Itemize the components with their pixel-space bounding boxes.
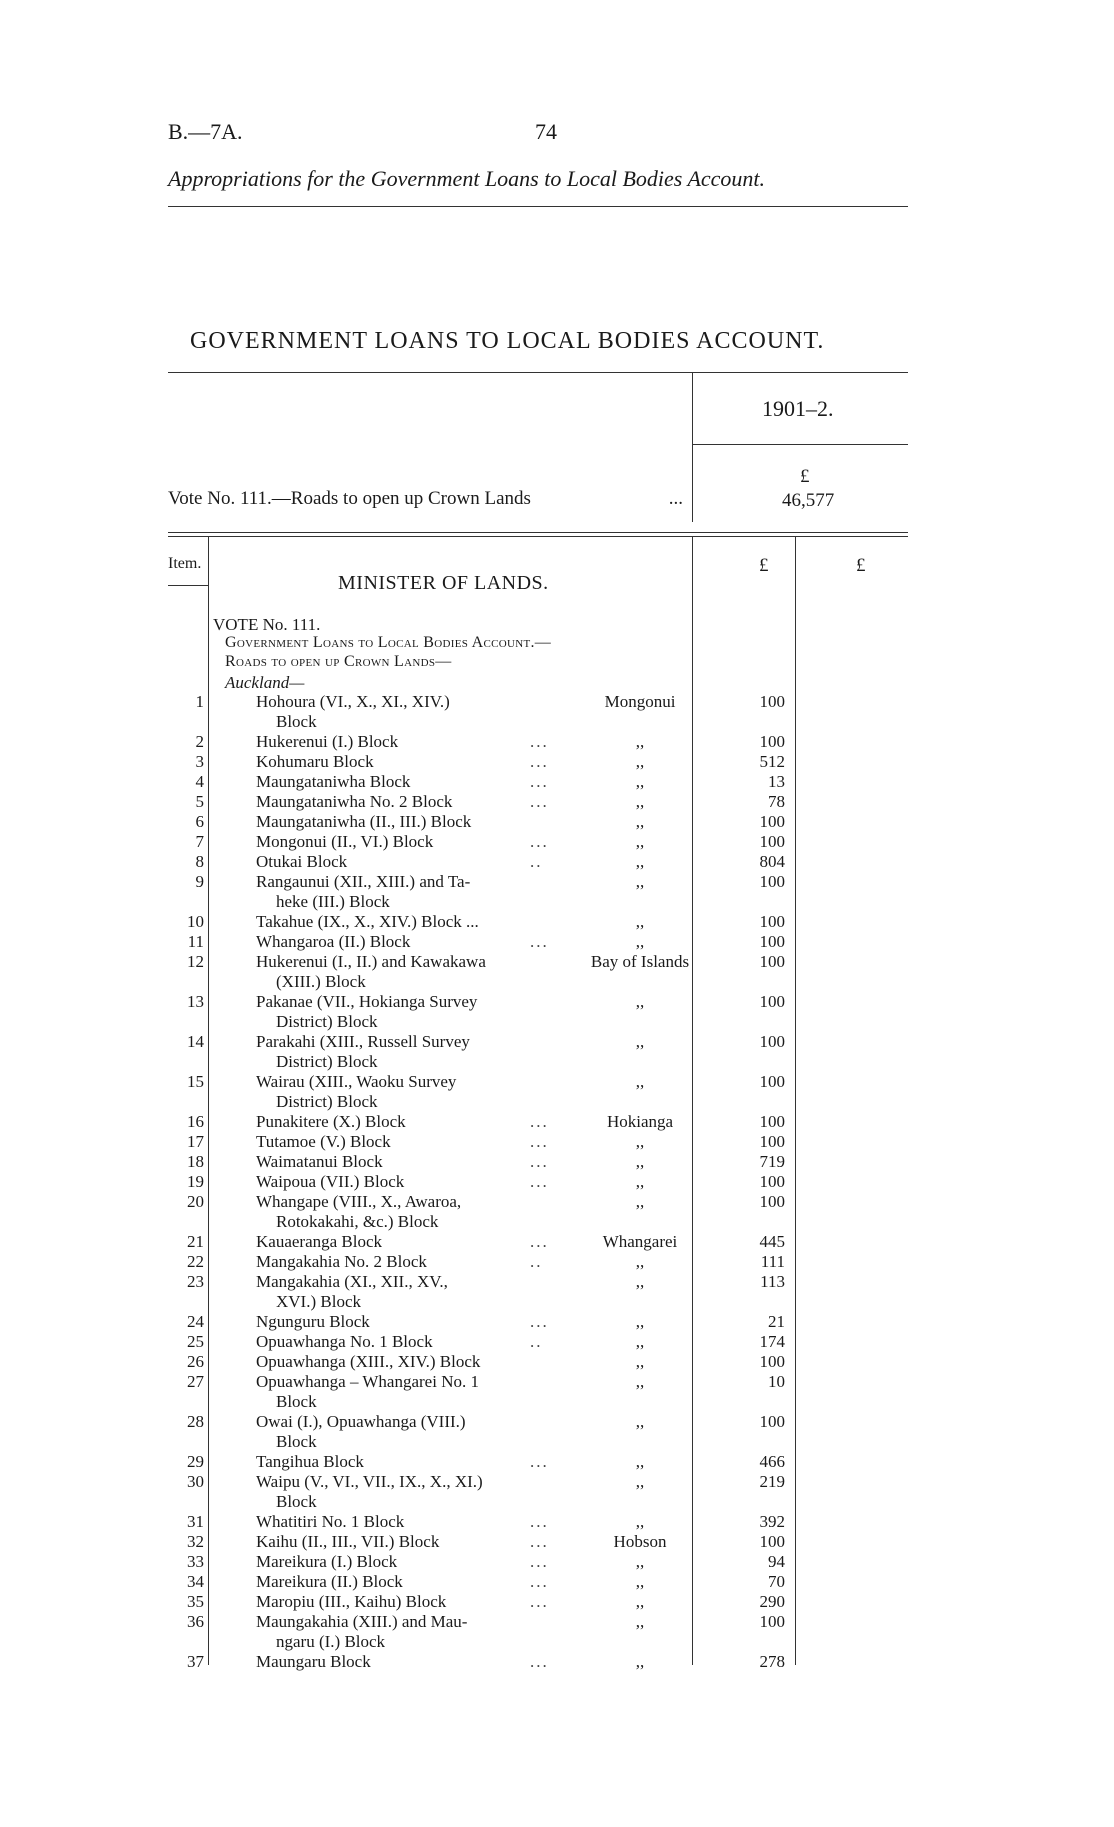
item-description (256, 1452, 561, 1472)
item-description-line1: Mareikura (I.) Block (256, 1552, 398, 1571)
table-row (0, 912, 1114, 932)
table-row (0, 1032, 1114, 1072)
item-description-line1: Opuawhanga – Whangarei No. 1 (256, 1372, 479, 1391)
table-row (0, 1572, 1114, 1592)
item-district: ,, (635, 1032, 645, 1051)
item-description (256, 1032, 561, 1072)
item-description-line1: Waipoua (VII.) Block (256, 1172, 405, 1191)
item-description-line1: Pakanae (VII., Hokianga Survey (256, 992, 478, 1011)
item-district: ,, (635, 812, 645, 831)
item-description-line1: Owai (I.), Opuawhanga (VIII.) (256, 1412, 466, 1431)
item-number: 25 (187, 1332, 204, 1351)
item-number: 9 (195, 872, 204, 891)
item-amount: 100 (759, 872, 785, 891)
item-description (256, 1112, 561, 1132)
item-district: ,, (635, 1172, 645, 1191)
item-amount: 100 (759, 952, 785, 971)
table-row (0, 1452, 1114, 1472)
table-row (0, 772, 1114, 792)
item-district: ,, (635, 1652, 645, 1671)
item-description (256, 1592, 561, 1612)
item-description (256, 812, 561, 832)
minister-heading: MINISTER OF LANDS. (338, 572, 549, 594)
vote-dots: ... (668, 488, 683, 509)
summary-divider (692, 372, 693, 522)
table-row (0, 1312, 1114, 1332)
table-row (0, 1192, 1114, 1232)
item-amount: 111 (760, 1252, 785, 1271)
item-description-line1: Parakahi (XIII., Russell Survey (256, 1032, 470, 1051)
item-description-line1: Opuawhanga No. 1 Block (256, 1332, 433, 1351)
item-number: 26 (187, 1352, 204, 1371)
table-row (0, 1552, 1114, 1572)
item-amount: 219 (759, 1472, 785, 1491)
item-amount: 466 (759, 1452, 785, 1471)
item-column-header: Item. (168, 555, 202, 572)
item-amount: 100 (759, 1612, 785, 1631)
table-row (0, 732, 1114, 752)
item-leader-dots: ... (530, 1172, 549, 1191)
item-description-line2: Block (276, 1492, 317, 1511)
table-row (0, 1472, 1114, 1512)
item-description-line1: Mongonui (II., VI.) Block (256, 832, 434, 851)
item-description-line1: Hukerenui (I., II.) and Kawakawa (256, 952, 486, 971)
item-description-line2: Block (276, 1432, 317, 1451)
table-row (0, 1252, 1114, 1272)
item-number: 22 (187, 1252, 204, 1271)
item-description (256, 692, 561, 732)
item-number: 24 (187, 1312, 204, 1331)
item-description (256, 1312, 561, 1332)
table-row (0, 932, 1114, 952)
table-row (0, 952, 1114, 992)
item-leader-dots: ... (530, 1552, 549, 1571)
item-number: 29 (187, 1452, 204, 1471)
summary-rule-bottom (168, 536, 908, 537)
item-district: ,, (635, 1192, 645, 1211)
item-description (256, 1652, 561, 1672)
item-number: 12 (187, 952, 204, 971)
table-row (0, 1112, 1114, 1132)
vote-number-heading: VOTE No. 111. (213, 615, 321, 634)
item-description-line1: Mangakahia No. 2 Block (256, 1252, 427, 1271)
item-amount: 100 (759, 812, 785, 831)
items-list (0, 692, 1114, 1672)
item-amount: 100 (759, 1352, 785, 1371)
item-description-line2: (XIII.) Block (276, 972, 366, 991)
item-number: 7 (195, 832, 204, 851)
item-description-line1: Ngunguru Block (256, 1312, 370, 1331)
item-description (256, 732, 561, 752)
item-district: ,, (635, 1272, 645, 1291)
item-description-line2: Block (276, 1392, 317, 1411)
item-description-line2: District) Block (276, 1052, 378, 1071)
item-district: ,, (635, 1552, 645, 1571)
item-description-line1: Maungaru Block (256, 1652, 371, 1671)
item-description (256, 832, 561, 852)
item-description-line2: Rotokakahi, &c.) Block (276, 1212, 439, 1231)
item-district: ,, (635, 1412, 645, 1431)
item-leader-dots: ... (530, 1652, 549, 1671)
item-description (256, 852, 561, 872)
table-row (0, 1612, 1114, 1652)
item-description-line2: ngaru (I.) Block (276, 1632, 386, 1651)
item-district: ,, (635, 1572, 645, 1591)
item-description (256, 1352, 561, 1372)
item-amount: 512 (759, 752, 785, 771)
item-number: 35 (187, 1592, 204, 1611)
item-description-line1: Tangihua Block (256, 1452, 364, 1471)
item-district: Mongonui (604, 692, 676, 711)
page-reference: B.—7A. (168, 119, 243, 144)
item-description-line1: Mangakahia (XI., XII., XV., (256, 1272, 448, 1291)
item-amount: 100 (759, 1172, 785, 1191)
item-description (256, 1552, 561, 1572)
item-amount: 392 (759, 1512, 785, 1531)
item-description (256, 932, 561, 952)
item-description-line1: Waimatanui Block (256, 1152, 383, 1171)
item-district: ,, (635, 912, 645, 931)
item-district: ,, (635, 772, 645, 791)
item-description (256, 1232, 561, 1252)
table-row (0, 1332, 1114, 1352)
item-description-line1: Maungataniwha Block (256, 772, 411, 791)
item-description-line2: Block (276, 712, 317, 731)
item-description-line1: Takahue (IX., X., XIV.) Block ... (256, 912, 479, 931)
item-leader-dots: ... (530, 932, 549, 951)
item-number: 2 (195, 732, 204, 751)
item-description (256, 1272, 561, 1312)
table-row (0, 1512, 1114, 1532)
table-row (0, 852, 1114, 872)
summary-rule-top (168, 532, 908, 533)
item-amount: 70 (768, 1572, 785, 1591)
item-district: ,, (635, 832, 645, 851)
table-row (0, 1352, 1114, 1372)
item-leader-dots: ... (530, 732, 549, 751)
header-rule (168, 206, 908, 207)
item-amount: 100 (759, 912, 785, 931)
page-number: 74 (535, 119, 557, 144)
table-row (0, 1072, 1114, 1112)
item-description (256, 752, 561, 772)
total-column-pound: £ (856, 555, 866, 576)
roads-heading: Roads to open up Crown Lands— (225, 653, 452, 670)
item-amount: 174 (759, 1332, 785, 1351)
item-leader-dots: ... (530, 1572, 549, 1591)
item-description (256, 952, 561, 992)
item-district: ,, (635, 1452, 645, 1471)
table-row (0, 1652, 1114, 1672)
item-header-rule (168, 585, 208, 586)
item-amount: 113 (760, 1272, 785, 1291)
item-district: ,, (635, 732, 645, 751)
item-district: Hokianga (606, 1112, 674, 1131)
item-description (256, 1532, 561, 1552)
item-amount: 804 (759, 852, 785, 871)
item-district: ,, (635, 1332, 645, 1351)
item-district: Bay of Islands (590, 952, 690, 971)
item-description-line1: Tutamoe (V.) Block (256, 1132, 391, 1151)
item-amount: 21 (768, 1312, 785, 1331)
item-amount: 100 (759, 732, 785, 751)
item-amount: 445 (759, 1232, 785, 1251)
item-amount: 278 (759, 1652, 785, 1671)
item-number: 23 (187, 1272, 204, 1291)
item-description-line1: Maungakahia (XIII.) and Mau- (256, 1612, 468, 1631)
item-amount: 100 (759, 1032, 785, 1051)
item-description-line2: XVI.) Block (276, 1292, 361, 1311)
item-leader-dots: ... (530, 1112, 549, 1131)
item-description (256, 1472, 561, 1512)
item-district: ,, (635, 1372, 645, 1391)
item-description-line1: Whangaroa (II.) Block (256, 932, 411, 951)
item-amount: 13 (768, 772, 785, 791)
item-district: ,, (635, 932, 645, 951)
item-number: 34 (187, 1572, 204, 1591)
item-description (256, 1152, 561, 1172)
item-amount: 100 (759, 1112, 785, 1131)
item-leader-dots: .. (530, 852, 543, 871)
item-number: 1 (195, 692, 204, 711)
table-row (0, 992, 1114, 1032)
item-number: 36 (187, 1612, 204, 1631)
item-number: 14 (187, 1032, 204, 1051)
item-description-line1: Mareikura (II.) Block (256, 1572, 403, 1591)
item-leader-dots: .. (530, 1252, 543, 1271)
item-amount: 100 (759, 992, 785, 1011)
item-description (256, 912, 561, 932)
item-leader-dots: ... (530, 1592, 549, 1611)
item-number: 21 (187, 1232, 204, 1251)
item-amount: 100 (759, 1192, 785, 1211)
item-leader-dots: ... (530, 1512, 549, 1531)
item-description (256, 1192, 561, 1232)
item-description (256, 772, 561, 792)
item-amount: 78 (768, 792, 785, 811)
item-district: ,, (635, 1252, 645, 1271)
item-description-line1: Kohumaru Block (256, 752, 374, 771)
item-district: ,, (635, 1152, 645, 1171)
page-subtitle: Appropriations for the Government Loans to Local Bodies Account. (168, 166, 766, 191)
item-leader-dots: .. (530, 1332, 543, 1351)
item-number: 11 (187, 932, 204, 951)
item-amount: 100 (759, 692, 785, 711)
item-district: ,, (635, 1592, 645, 1611)
table-row (0, 1152, 1114, 1172)
item-number: 27 (187, 1372, 204, 1391)
item-leader-dots: ... (530, 752, 549, 771)
item-description (256, 992, 561, 1032)
item-description (256, 1332, 561, 1352)
item-leader-dots: ... (530, 1132, 549, 1151)
vote-pound-sign: £ (800, 466, 810, 487)
item-amount: 100 (759, 832, 785, 851)
item-amount: 100 (759, 1532, 785, 1551)
item-number: 3 (195, 752, 204, 771)
item-leader-dots: ... (530, 792, 549, 811)
item-description (256, 1172, 561, 1192)
item-number: 20 (187, 1192, 204, 1211)
item-district: ,, (635, 992, 645, 1011)
item-district: ,, (635, 1352, 645, 1371)
item-amount: 10 (768, 1372, 785, 1391)
item-amount: 100 (759, 1412, 785, 1431)
item-leader-dots: ... (530, 1312, 549, 1331)
item-district: ,, (635, 872, 645, 891)
table-row (0, 1532, 1114, 1552)
item-description (256, 1612, 561, 1652)
item-district: ,, (635, 1472, 645, 1491)
item-number: 16 (187, 1112, 204, 1131)
account-heading: Government Loans to Local Bodies Account.— (225, 634, 552, 651)
year-rule (692, 444, 908, 445)
item-description-line1: Hohoura (VI., X., XI., XIV.) (256, 692, 450, 711)
table-row (0, 1132, 1114, 1152)
item-district: Whangarei (602, 1232, 678, 1251)
table-row (0, 832, 1114, 852)
item-amount: 290 (759, 1592, 785, 1611)
table-row (0, 792, 1114, 812)
item-district: ,, (635, 1612, 645, 1631)
item-amount: 100 (759, 1132, 785, 1151)
item-number: 5 (195, 792, 204, 811)
item-description-line1: Maropiu (III., Kaihu) Block (256, 1592, 447, 1611)
item-number: 18 (187, 1152, 204, 1171)
item-number: 10 (187, 912, 204, 931)
title-rule (168, 372, 908, 373)
item-number: 33 (187, 1552, 204, 1571)
item-district: ,, (635, 1512, 645, 1531)
item-number: 13 (187, 992, 204, 1011)
item-number: 31 (187, 1512, 204, 1531)
item-description-line2: District) Block (276, 1092, 378, 1111)
item-leader-dots: ... (530, 1232, 549, 1251)
item-description-line1: Kauaeranga Block (256, 1232, 383, 1251)
table-row (0, 1412, 1114, 1452)
item-description-line1: Rangaunui (XII., XIII.) and Ta- (256, 872, 471, 891)
item-description (256, 872, 561, 912)
amount-column-pound: £ (759, 555, 769, 576)
item-amount: 100 (759, 1072, 785, 1091)
table-row (0, 812, 1114, 832)
item-number: 28 (187, 1412, 204, 1431)
vote-label: Vote No. 111.—Roads to open up Crown Lands (168, 488, 531, 509)
item-description-line1: Opuawhanga (XIII., XIV.) Block (256, 1352, 481, 1371)
item-district: ,, (635, 1312, 645, 1331)
item-description-line1: Maungataniwha (II., III.) Block (256, 812, 472, 831)
table-row (0, 752, 1114, 772)
table-row (0, 1172, 1114, 1192)
item-amount: 94 (768, 1552, 785, 1571)
item-description-line1: Waipu (V., VI., VII., IX., X., XI.) (256, 1472, 483, 1491)
item-amount: 100 (759, 932, 785, 951)
region-heading: Auckland— (225, 673, 305, 692)
table-row (0, 1592, 1114, 1612)
item-number: 30 (187, 1472, 204, 1491)
table-row (0, 1372, 1114, 1412)
table-row (0, 872, 1114, 912)
item-description (256, 1132, 561, 1152)
item-description-line1: Wairau (XIII., Waoku Survey (256, 1072, 457, 1091)
item-leader-dots: ... (530, 772, 549, 791)
item-number: 15 (187, 1072, 204, 1091)
vote-summary-label (168, 488, 683, 510)
item-leader-dots: ... (530, 1152, 549, 1171)
item-description-line1: Maungataniwha No. 2 Block (256, 792, 453, 811)
item-number: 8 (195, 852, 204, 871)
item-leader-dots: ... (530, 1452, 549, 1471)
item-district: ,, (635, 852, 645, 871)
item-leader-dots: ... (530, 1532, 549, 1551)
item-district: ,, (635, 1072, 645, 1091)
table-row (0, 1272, 1114, 1312)
item-number: 17 (187, 1132, 204, 1151)
item-description (256, 792, 561, 812)
item-leader-dots: ... (530, 832, 549, 851)
item-number: 37 (187, 1652, 204, 1671)
item-description (256, 1412, 561, 1452)
year-heading: 1901–2. (762, 396, 834, 421)
item-description (256, 1572, 561, 1592)
item-district: ,, (635, 792, 645, 811)
item-number: 19 (187, 1172, 204, 1191)
item-number: 32 (187, 1532, 204, 1551)
item-district: ,, (635, 752, 645, 771)
item-description-line1: Hukerenui (I.) Block (256, 732, 399, 751)
item-number: 4 (195, 772, 204, 791)
table-row (0, 1232, 1114, 1252)
item-description-line2: District) Block (276, 1012, 378, 1031)
item-district: Hobson (613, 1532, 667, 1551)
item-description-line1: Whangape (VIII., X., Awaroa, (256, 1192, 462, 1211)
item-description (256, 1512, 561, 1532)
item-district: ,, (635, 1132, 645, 1151)
vote-amount: 46,577 (782, 490, 835, 511)
item-description-line1: Whatitiri No. 1 Block (256, 1512, 405, 1531)
item-number: 6 (195, 812, 204, 831)
item-description-line1: Kaihu (II., III., VII.) Block (256, 1532, 440, 1551)
item-description-line1: Otukai Block (256, 852, 348, 871)
item-description (256, 1372, 561, 1412)
table-row (0, 692, 1114, 732)
item-description (256, 1252, 561, 1272)
item-description-line1: Punakitere (X.) Block (256, 1112, 406, 1131)
page-title: GOVERNMENT LOANS TO LOCAL BODIES ACCOUNT. (190, 328, 825, 354)
item-amount: 719 (759, 1152, 785, 1171)
item-description-line2: heke (III.) Block (276, 892, 390, 911)
item-description (256, 1072, 561, 1112)
